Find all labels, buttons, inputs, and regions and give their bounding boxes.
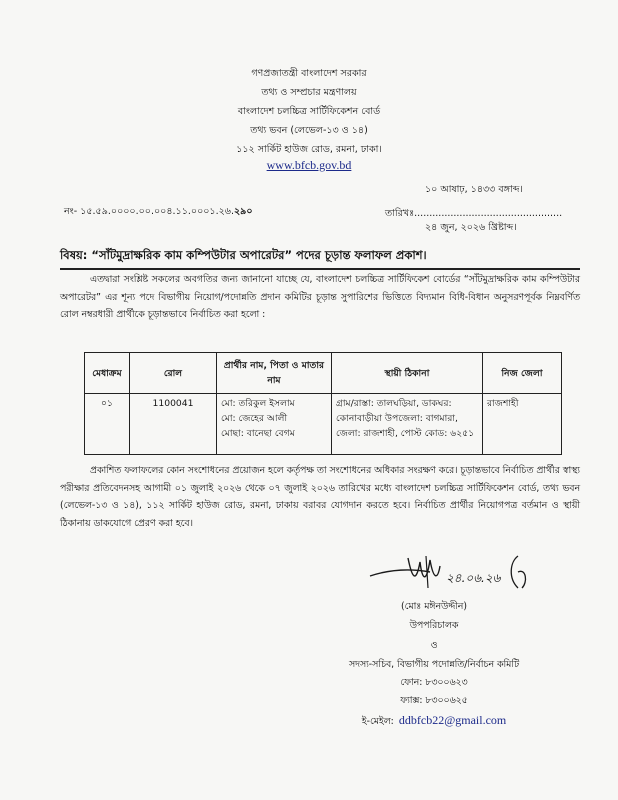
fax-number: ফ্যাক্স: ৮৩০০৬২৫ bbox=[400, 695, 468, 706]
header-district: নিজ জেলা bbox=[483, 353, 562, 394]
cell-roll: 1100041 bbox=[130, 394, 217, 455]
gregorian-date: ২৪ জুন, ২০২৬ খ্রিষ্টাব্দ। bbox=[425, 222, 517, 233]
header-roll: রোল bbox=[130, 353, 217, 394]
address-line-1: গ্রাম/রাস্তা: তালঘড়িয়া, ডাকঘর: bbox=[336, 398, 452, 409]
email-line bbox=[125, 709, 618, 731]
body-paragraph: প্রকাশিত ফলাফলের কোন সংশোধনের প্রয়োজন হলে কর্তৃপক্ষ তা সংশোধনের অধিকার সংরক্ষণ করে। চূড়ান্তভাবে নির্বাচিত প্রার্থীর স্বাস্থ্য পরীক্ষার প্রতিবেদনসহ আগামী ০১ জুলাই ২০২৬ থেকে ০৭ জুলাই ২০২৬ তারিখের মধ্যে বাংলাদেশ চলচ্চিত্র সার্টিফিকেশন বোর্ড, তথ্য ভবন (লেভেল-১৩ ও ১৪), ১১২ সার্কিট হাউজ রোড, রমনা, ঢাকায় বরাবর যোগদান করতে হবে। নির্বাচিত প্রার্থীর নিয়োগপত্র বর্তমান ও স্থায়ী ঠিকানায় ডাকযোগে প্রেরণ করা হবে। bbox=[60, 465, 580, 529]
board-name: বাংলাদেশ চলচ্চিত্র সার্টিফিকেশন বোর্ড bbox=[237, 106, 381, 117]
website-link[interactable]: www.bfcb.gov.bd bbox=[266, 158, 352, 172]
header-serial: মেধাক্রম bbox=[85, 353, 130, 394]
signatory-title: উপপরিচালক bbox=[409, 620, 459, 631]
handwritten-signature bbox=[368, 548, 548, 598]
phone-number: ফোন: ৮৩০০৬২৩ bbox=[400, 677, 468, 688]
street-address: ১১২ সার্কিট হাউজ রোড, রমনা, ঢাকা। bbox=[236, 144, 382, 155]
cell-address bbox=[332, 394, 483, 455]
signature-date: ২৪.০৬.২৬ bbox=[446, 571, 501, 585]
cell-name bbox=[217, 394, 332, 455]
memo-number-bold: ২৯০ bbox=[233, 206, 253, 217]
address-line-2: কোনাবাড়ীয়া উপজেলা: বাগমারা, bbox=[336, 413, 458, 424]
father-name: মো: জেহের আলী bbox=[221, 413, 288, 424]
memo-number: নং- ১৫.৫৯.০০০০.০০.০০৪.১১.০০০১.২৬.২৯০ bbox=[64, 206, 253, 217]
bangla-date: ১০ আষাঢ়, ১৪৩৩ বঙ্গাব্দ। bbox=[425, 184, 523, 195]
cell-district: রাজশাহী bbox=[483, 394, 562, 455]
date-label: তারিখঃ................................................. bbox=[385, 208, 563, 219]
ministry-name: তথ্য ও সম্প্রচার মন্ত্রণালয় bbox=[261, 87, 357, 98]
address-line-3: জেলা: রাজশাহী, পোস্ট কোড: ৬২৫১ bbox=[336, 428, 475, 439]
intro-paragraph: এতদ্বারা সংশ্লিষ্ট সকলের অবগতির জন্য জানানো যাচ্ছে যে, বাংলাদেশ চলচ্চিত্র সার্টিফিকেশ বোর্ডের “সাঁটমুদ্রাক্ষরিক কাম কম্পিউটার অপারেটর” এর শূন্য পদে বিভাগীয় নিয়োগ/পদোন্নতি প্রদান কমিটির চূড়ান্ত সুপারিশের ভিত্তিতে বিদ্যমান বিধি-বিধান অনুসরণপূর্বক নিম্নবর্ণিত রোল নম্বরধারী প্রার্থীকে চূড়ান্তভাবে নির্বাচিত করা হলো : bbox=[60, 274, 580, 320]
subject-line: বিষয়: “সাঁটমুদ্রাক্ষরিক কাম কম্পিউটার অপারেটর” পদের চূড়ান্ত ফলাফল প্রকাশ। bbox=[60, 247, 580, 270]
mother-name: মোছা: বানেছা বেগম bbox=[221, 428, 295, 439]
cell-serial: ০১ bbox=[85, 394, 130, 455]
signatory-name: (মোঃ মঈনউদ্দীন) bbox=[401, 601, 467, 612]
govt-name: গণপ্রজাতন্ত্রী বাংলাদেশ সরকার bbox=[251, 68, 367, 79]
table-row bbox=[85, 394, 562, 455]
signatory-role: সদস্য-সচিব, বিভাগীয় পদোন্নতি/নির্বাচন কমিটি bbox=[348, 659, 520, 670]
result-table bbox=[84, 352, 562, 455]
email-address[interactable]: ddbfcb22@gmail.com bbox=[398, 713, 507, 727]
building-address: তথ্য ভবন (লেভেল-১৩ ও ১৪) bbox=[250, 125, 368, 136]
header-name: প্রার্থীর নাম, পিতা ও মাতার নাম bbox=[217, 353, 332, 394]
signatory-and: ও bbox=[430, 640, 438, 651]
email-label: ই-মেইল: bbox=[361, 716, 394, 727]
table-header-row bbox=[85, 353, 562, 394]
candidate-name: মো: তরিকুল ইসলাম bbox=[221, 398, 295, 409]
header-address: স্থায়ী ঠিকানা bbox=[332, 353, 483, 394]
